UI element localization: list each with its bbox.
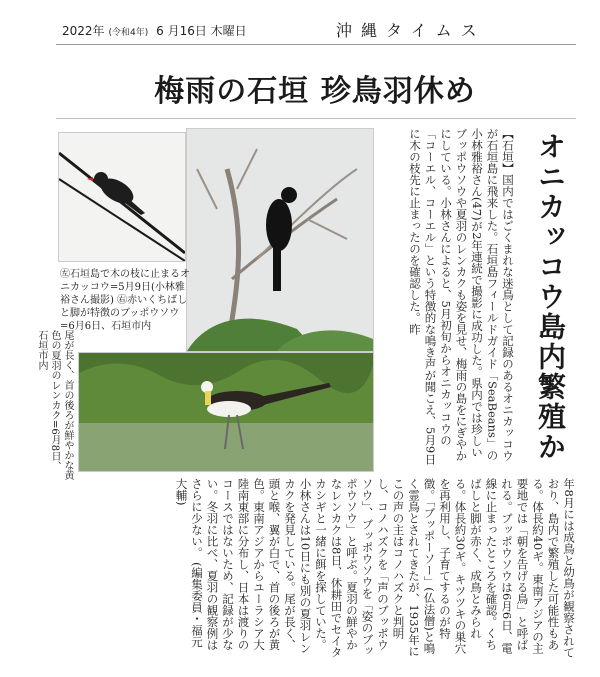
byline: (編集委員・福元大輔) [174,478,204,648]
publication-date [62,22,251,39]
photo-caption: ㊧石垣島で木の枝に止まるオニカッコウ=5月9日(小林雅裕さん撮影) ㊨赤いくちばしと脚が特徴のブッポウソウ=6月6日、石垣市内 [60,269,190,332]
article-title: オニカッコウ島内繁殖か [534,132,567,462]
renkaku-photo [78,352,374,472]
page-headline: 梅雨の石垣 珍鳥羽休め [154,74,476,109]
renkaku-caption: 尾が長く、首の後ろが鮮やかな黄色の夏羽のレンカク=6月8日、石垣市内 [36,330,73,480]
date-year: 2022年 [62,24,105,38]
date-day: 6 月16日 木曜日 [156,24,247,38]
article-body-lower [56,478,576,658]
newspaper-name: 沖縄タイムス [336,21,486,40]
headline-divider [56,118,576,119]
article-body-lower-text: 年8月には成鳥と幼鳥が観察されており、島内で繁殖した可能性もある。体長約40ギ。東南アジアの主要地では「朝を告げる鳥」と呼ばれる。ブッポウソウは6月6日、電線に止まったところを確認。くちばしと脚が赤く、成鳥とみられる。体長約30ギ。キツツキの巣穴を再利用し、子育てするのが特徴。「ブッポーソー」(仏法僧)と鳴く霊鳥とされてきたが、1935年にこの声の主はコノハズクと判明し、コノハズクを「声のブッポウソウ」、ブッポウソウを「姿のブッポウソウ」と呼ぶ。夏羽の鮮やかなレンカクは8日、休耕田でセイタカシギと一緒に餌を探していた。小林さんは10日にも別の夏羽レンカクを発見している。尾が長く、頭と喉、翼が白で、首の後ろが黄色。東南アジアからユーラシア大陸南東部に分布し、日本は渡りのコースではないため、記録が少ない。冬羽に比べ、夏羽の観察例はさらに少ない。 [190,478,576,658]
buppouso-photo [58,132,186,262]
onikakkou-photo [186,128,374,352]
date-era: (令和4年) [108,28,149,38]
header-divider [56,44,576,45]
article-body-upper: 【石垣】国内ではごくまれな迷鳥として記録のあるオニカッコウが石垣島に飛来した。石垣島フィールドガイド「SeaBeans」の小林雅裕さん(47)が2年連続で撮影に成功した。県内では珍しいブッポウソウや夏羽のレンカクも姿を見せ、梅雨の島をにぎやかにしている。小林さんによると、5月初旬からオニカッコウの「コーエル、コーエル」という特徴的な鳴き声が聞こえ、5月9日に木の枝先に止まったのを確認した。昨 [408,128,515,465]
